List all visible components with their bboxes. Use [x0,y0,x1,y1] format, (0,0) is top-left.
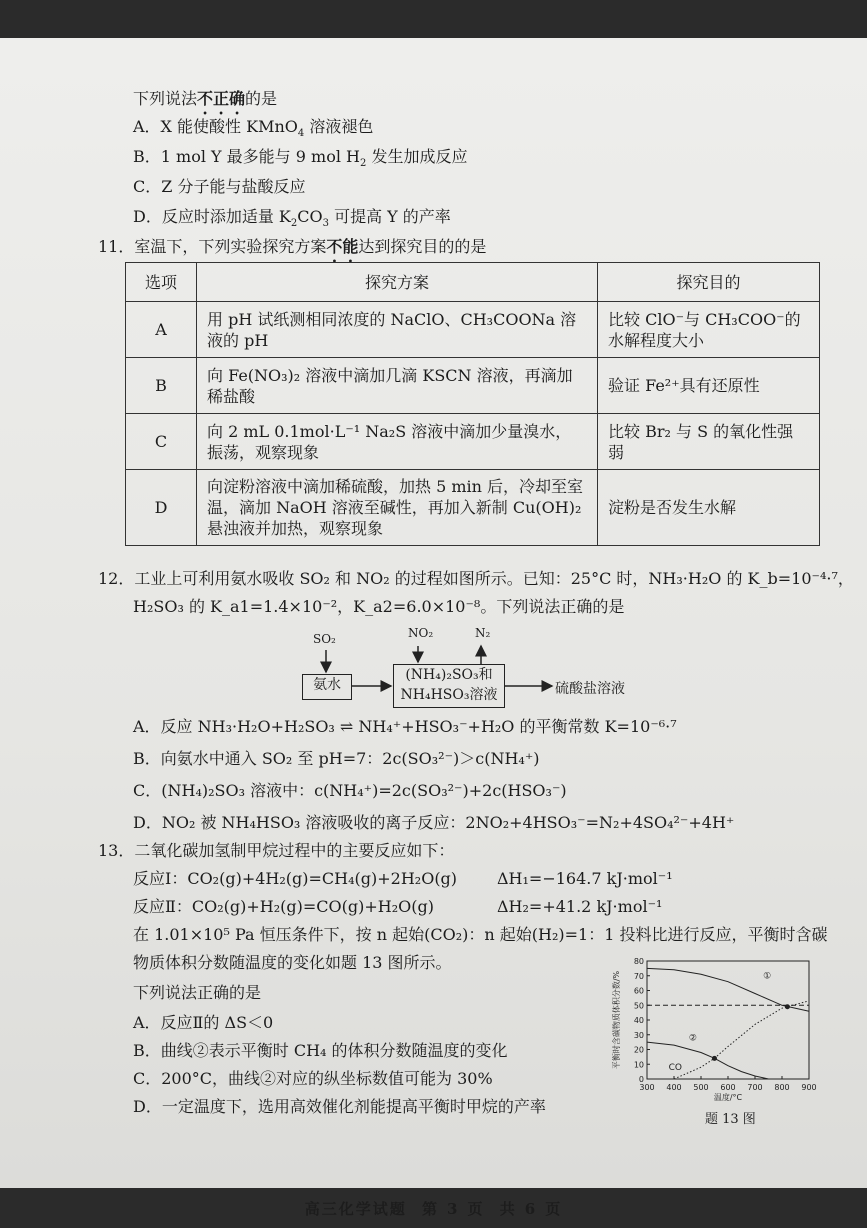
process-arrows [300,628,560,708]
q13-reaction-1-dh: ΔH₁=−164.7 kJ·mol⁻¹ [497,869,673,888]
q13-option-a: A．反应Ⅱ的 ΔS＜0 [133,1013,274,1032]
y-tick-label: 70 [633,971,644,981]
y-tick-label: 80 [633,957,644,966]
x-tick-label: 600 [720,1083,736,1092]
x-tick-label: 800 [774,1083,790,1092]
y-tick-label: 20 [633,1045,644,1055]
q13-option-d: D．一定温度下，选用高效催化剂能提高平衡时甲烷的产率 [133,1097,546,1116]
row-plan: 向 2 mL 0.1mol·L⁻¹ Na₂S 溶液中滴加少量溴水，振荡，观察现象 [197,414,598,470]
intersection-marker-1 [785,1004,790,1009]
row-goal: 比较 ClO⁻与 CH₃COO⁻的水解程度大小 [598,302,820,358]
q10-option-c: C．Z 分子能与盐酸反应 [133,177,306,196]
q13-ask: 下列说法正确的是 [133,983,262,1002]
footer-page-pre: 第 [422,1200,440,1218]
row-option: B [126,358,197,414]
row-plan: 向淀粉溶液中滴加稀硫酸，加热 5 min 后，冷却至室温，滴加 NaOH 溶液至碱性，再加入新制 Cu(OH)₂ 悬浊液并加热，观察现象 [197,470,598,546]
table-row [126,302,820,358]
page-footer [0,1198,867,1219]
y-tick-label: 0 [638,1075,644,1084]
series-line-0 [647,968,809,1011]
q12-prompt-line2: H₂SO₃ 的 K_a1=1.4×10⁻²，K_a2=6.0×10⁻⁸。下列说法正确的是 [133,597,625,616]
footer-total-pre: 共 [499,1200,517,1218]
x-tick-label: 500 [693,1083,709,1092]
header-plan: 探究方案 [197,263,598,302]
table-row [126,470,820,546]
row-goal: 比较 Br₂ 与 S 的氧化性强弱 [598,414,820,470]
row-option: D [126,470,197,546]
q13-reaction-2: 反应Ⅱ：CO₂(g)+H₂(g)=CO(g)+H₂O(g) [133,897,434,916]
x-tick-label: 400 [666,1083,682,1092]
exam-page [0,38,867,1218]
y-tick-label: 40 [633,1016,644,1025]
x-tick-label: 700 [747,1083,763,1092]
q13-condition-1: 在 1.01×10⁵ Pa 恒压条件下，按 n 起始(CO₂)：n 起始(H₂)=1：1 投料比进行反应，平衡时含碳 [133,925,828,944]
plot-frame [647,961,809,1079]
row-goal: 验证 Fe²⁺具有还原性 [598,358,820,414]
q13-option-b: B．曲线②表示平衡时 CH₄ 的体积分数随温度的变化 [133,1041,508,1060]
row-plan: 用 pH 试纸测相同浓度的 NaClO、CH₃COONa 溶液的 pH [197,302,598,358]
q10-prompt: 下列说法不正确的是 [133,89,278,108]
series-label-co: CO [668,1063,682,1074]
q11-prompt: 11．室温下，下列实验探究方案不能达到探究目的的是 [98,237,487,256]
footer-page-mid: 页 [467,1200,485,1218]
figure-caption: 题 13 图 [705,1112,756,1127]
header-option: 选项 [126,263,197,302]
x-tick-label: 900 [801,1083,817,1092]
footer-total-number: 6 [524,1200,538,1218]
y-tick-label: 10 [633,1060,644,1070]
q10-option-d: D．反应时添加适量 $K_2CO_3$ 可提高 Y 的产率 [133,207,451,230]
table-row [126,414,820,470]
series-line-1 [647,1042,769,1079]
q13-option-c: C．200°C，曲线②对应的纵坐标数值可能为 30% [133,1069,493,1088]
q13-prompt: 13．二氧化碳加氢制甲烷过程中的主要反应如下： [98,841,455,860]
row-plan: 向 Fe(NO₃)₂ 溶液中滴加几滴 KSCN 溶液，再滴加稀盐酸 [197,358,598,414]
y-axis-label: 平衡时含碳物质体积分数/% [612,970,621,1070]
footer-subject: 高三化学试题 [304,1200,407,1218]
series-label-2: ② [688,1033,697,1044]
row-option: C [126,414,197,470]
q13-condition-2: 物质体积分数随温度的变化如题 13 图所示。 [133,953,452,972]
q13-chart [605,953,820,1123]
row-option: A [126,302,197,358]
n2-label: N₂ [475,626,491,640]
q12-prompt-line1: 12．工业上可利用氨水吸收 SO₂ 和 NO₂ 的过程如图所示。已知：25°C 时，NH₃·H₂O 的 K_b=10⁻⁴·⁷， [98,569,854,588]
q12-option-c: C．(NH₄)₂SO₃ 溶液中：c(NH₄⁺)=2c(SO₃²⁻)+2c(HSO₃⁻) [133,781,567,800]
y-tick-label: 50 [633,1001,644,1011]
footer-page-number: 3 [447,1200,460,1218]
y-tick-label: 30 [633,1030,644,1040]
q11-table [125,262,820,546]
row-goal: 淀粉是否发生水解 [598,470,820,546]
q13-reaction-2-dh: ΔH₂=+41.2 kJ·mol⁻¹ [497,897,663,916]
q13-reaction-1: 反应Ⅰ：CO₂(g)+4H₂(g)=CH₄(g)+2H₂O(g) [133,869,458,888]
intersection-marker-0 [712,1056,717,1061]
x-tick-label: 300 [639,1083,655,1092]
so2-label: SO₂ [313,632,336,646]
table-row [126,358,820,414]
x-axis-label: 温度/°C [713,1093,743,1102]
y-tick-label: 60 [633,986,644,996]
ammonia-box: 氨水 [302,674,352,700]
q10-option-a: A．X 能使酸性 KMnO$_4$ 溶液褪色 [133,117,374,140]
header-goal: 探究目的 [598,263,820,302]
q10-option-b: B．1 mol Y 最多能与 9 mol $H_2$ 发生加成反应 [133,147,468,170]
footer-total-post: 页 [545,1200,563,1218]
q12-option-a: A．反应 NH₃·H₂O+H₂SO₃ ⇌ NH₄⁺+HSO₃⁻+H₂O 的平衡常数 K=10⁻⁶·⁷ [133,717,677,736]
series-label-1: ① [763,971,772,982]
no2-label: NO₂ [408,626,434,640]
solution-box-line1: (NH₄)₂SO₃和 [405,667,493,683]
product-label: 硫酸盐溶液 [555,681,625,697]
table-header-row [126,263,820,302]
q12-option-b: B．向氨水中通入 SO₂ 至 pH=7：2c(SO₃²⁻)＞c(NH₄⁺) [133,749,540,768]
q12-option-d: D．NO₂ 被 NH₄HSO₃ 溶液吸收的离子反应：2NO₂+4HSO₃⁻=N₂+4SO₄²⁻+4H⁺ [133,813,735,832]
solution-box-line2: NH₄HSO₃溶液 [400,687,498,703]
